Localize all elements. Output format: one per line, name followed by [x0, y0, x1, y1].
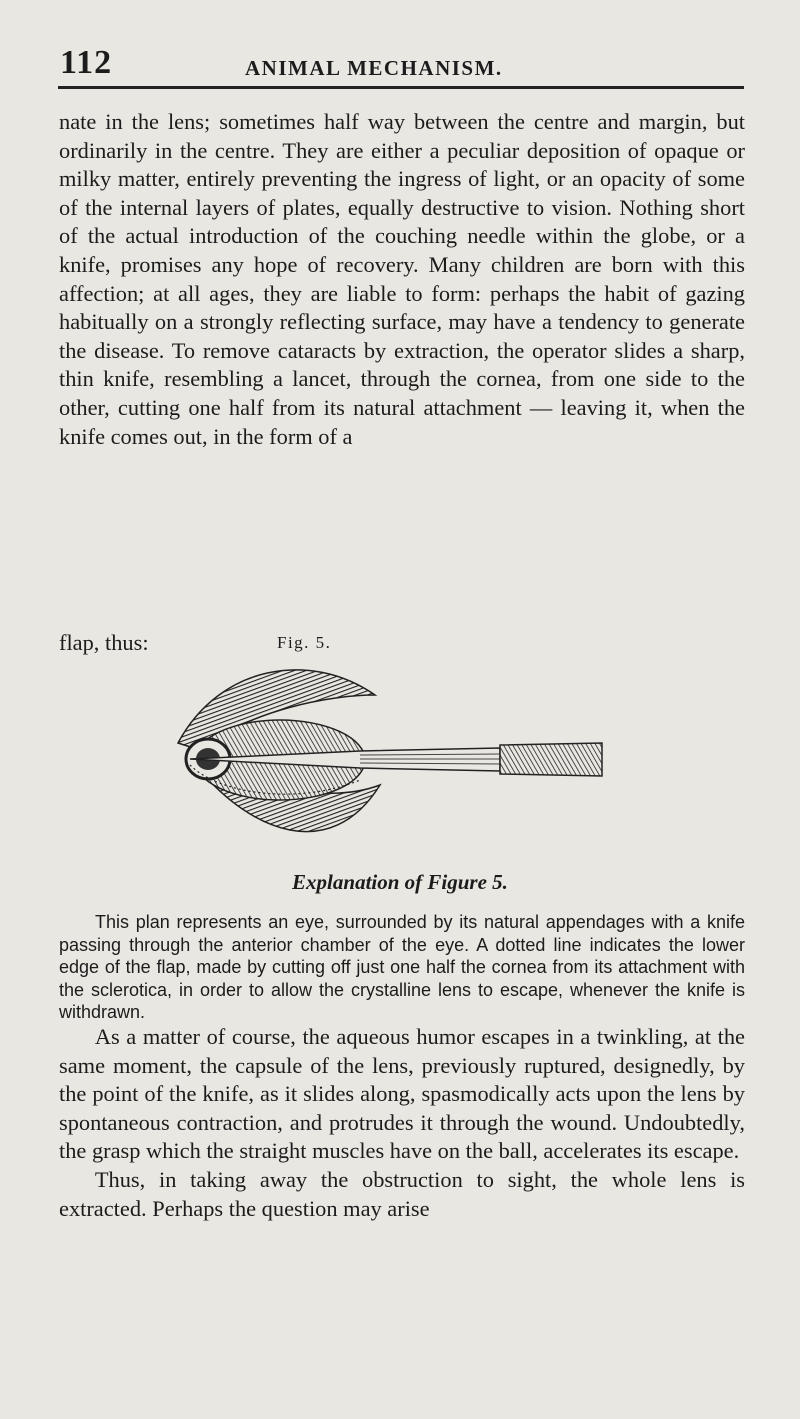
page-number: 112 — [60, 44, 113, 81]
figure-caption: This plan represents an eye, surrounded by its natural appendages with a knife passing through the anterior chamber of the eye. A dotted line indicates the lower edge of the flap, made by cutting off just one half the cornea from its attachment with the sclerotica, in order to allow the crystalline lens to escape, whenever the knife is withdrawn. — [59, 912, 745, 1022]
paragraph-2: As a matter of course, the aqueous humor escapes in a twinkling, at the same moment, the capsule of the lens, previously ruptured, designedly, by the point of the knife, as it slides along, spasmodically acts upon the lens by spontaneous contraction, and protrudes it through the wound. Undoubtedly, the grasp which the straight muscles have on the ball, accelerates its escape. — [59, 1024, 745, 1164]
paragraph-3: Thus, in taking away the obstruction to sight, the whole lens is extracted. Perhaps the question may arise — [59, 1167, 745, 1221]
running-head: ANIMAL MECHANISM. — [245, 56, 503, 80]
eye-knife-illustration — [160, 655, 660, 855]
explanation-title: Explanation of Figure 5. — [292, 870, 508, 894]
page-header — [60, 44, 740, 84]
figure-label: Fig. 5. — [277, 633, 332, 652]
header-rule — [58, 86, 744, 89]
paragraph-1-last-line: flap, thus: — [59, 630, 149, 655]
paragraph-1: nate in the lens; sometimes half way between the centre and margin, but ordinarily in the centre. They are either a peculiar deposition of opaque or milky matter, entirely preventing the ingress of light, or an opacity of some of the internal layers of plates, equally destructive to vision. Nothing short of the actual introduction of the couching needle within the globe, or a knife, promises any hope of recovery. Many children are born with this affection; at all ages, they are liable to form: perhaps the habit of gazing habitually on a strongly reflecting surface, may have a tendency to generate the disease. To remove cataracts by extraction, the operator slides a sharp, thin knife, resembling a lancet, through the cornea, from one side to the other, cutting one half from its natural attachment — leaving it, when the knife comes out, in the form of a — [59, 109, 745, 449]
